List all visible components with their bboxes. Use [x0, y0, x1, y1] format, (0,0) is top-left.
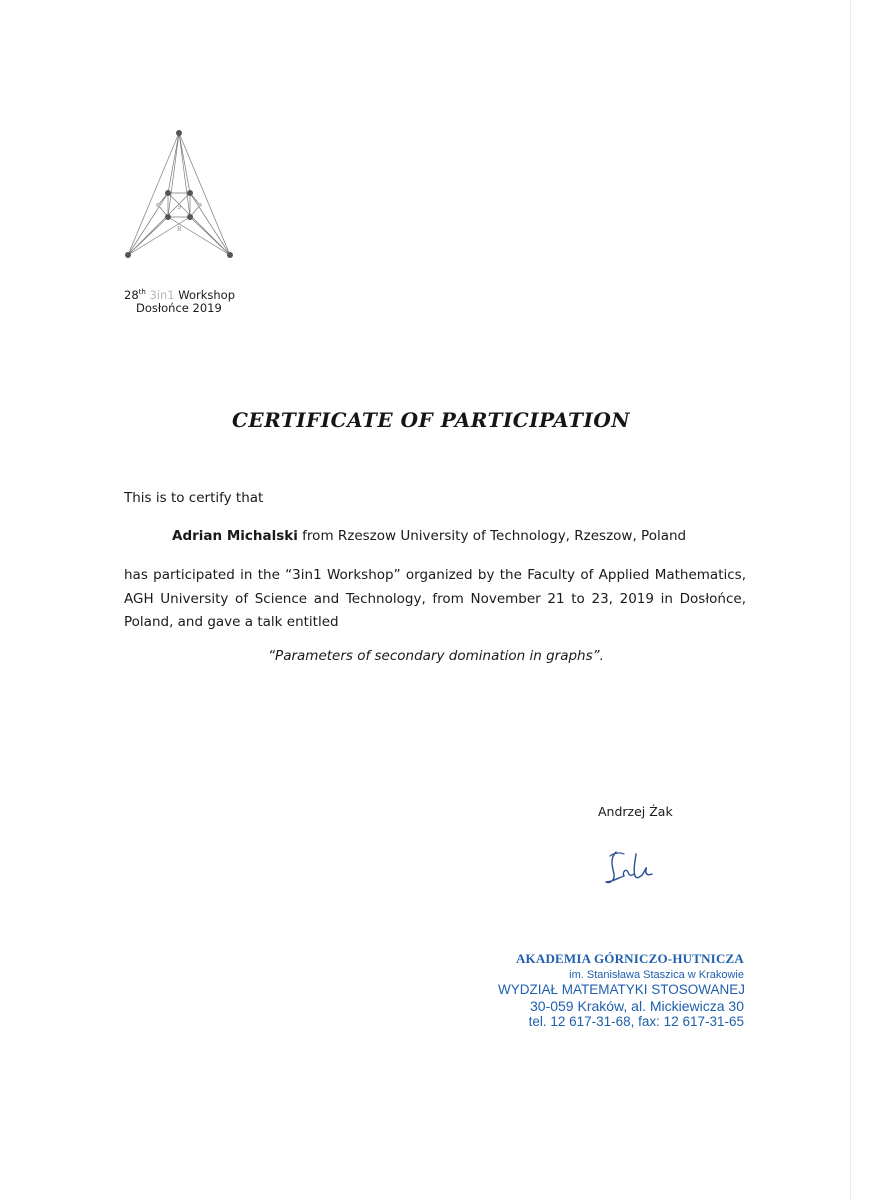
stamp-line: tel. 12 617-31-68, fax: 12 617-31-65	[528, 1014, 744, 1029]
handwritten-signature	[602, 846, 662, 890]
page-edge	[850, 0, 851, 1200]
signer-name: Andrzej Żak	[598, 804, 673, 819]
workshop-heading	[124, 284, 235, 303]
edition-number: 28	[124, 287, 139, 302]
logo-digit: 9	[177, 203, 182, 211]
talk-title: “Parameters of secondary domination in graphs”.	[268, 648, 604, 664]
edition-suffix: th	[138, 288, 146, 296]
stamp-line: 30-059 Kraków, al. Mickiewicza 30	[530, 998, 744, 1014]
certificate-title: CERTIFICATE OF PARTICIPATION	[231, 408, 631, 432]
stamp-line: WYDZIAŁ MATEMATYKI STOSOWANEJ	[498, 982, 746, 997]
recipient-name: Adrian Michalski	[172, 528, 298, 544]
workshop-place-year: Dosłońce 2019	[136, 301, 222, 315]
recipient-affiliation: from Rzeszow University of Technology, Rzeszow, Poland	[302, 528, 687, 544]
stamp-line: im. Stanisława Staszica w Krakowie	[569, 969, 744, 981]
intro-text: This is to certify that	[124, 490, 264, 506]
logo-digit: 8	[177, 225, 182, 233]
event-mark: 3in1	[149, 287, 175, 302]
institution-stamp	[498, 951, 756, 1029]
stamp-line: AKADEMIA GÓRNICZO-HUTNICZA	[515, 951, 744, 966]
event-word: Workshop	[178, 287, 236, 302]
participation-statement: has participated in the “3in1 Workshop” organized by the Faculty of Applied Mathematics, AGH University of Science and Technology, from November 21 to 23, 2019 in Dosłońce, Poland, and gave a talk entitled	[124, 567, 746, 630]
recipient-line	[172, 528, 686, 544]
graph-logo-icon	[118, 125, 240, 265]
